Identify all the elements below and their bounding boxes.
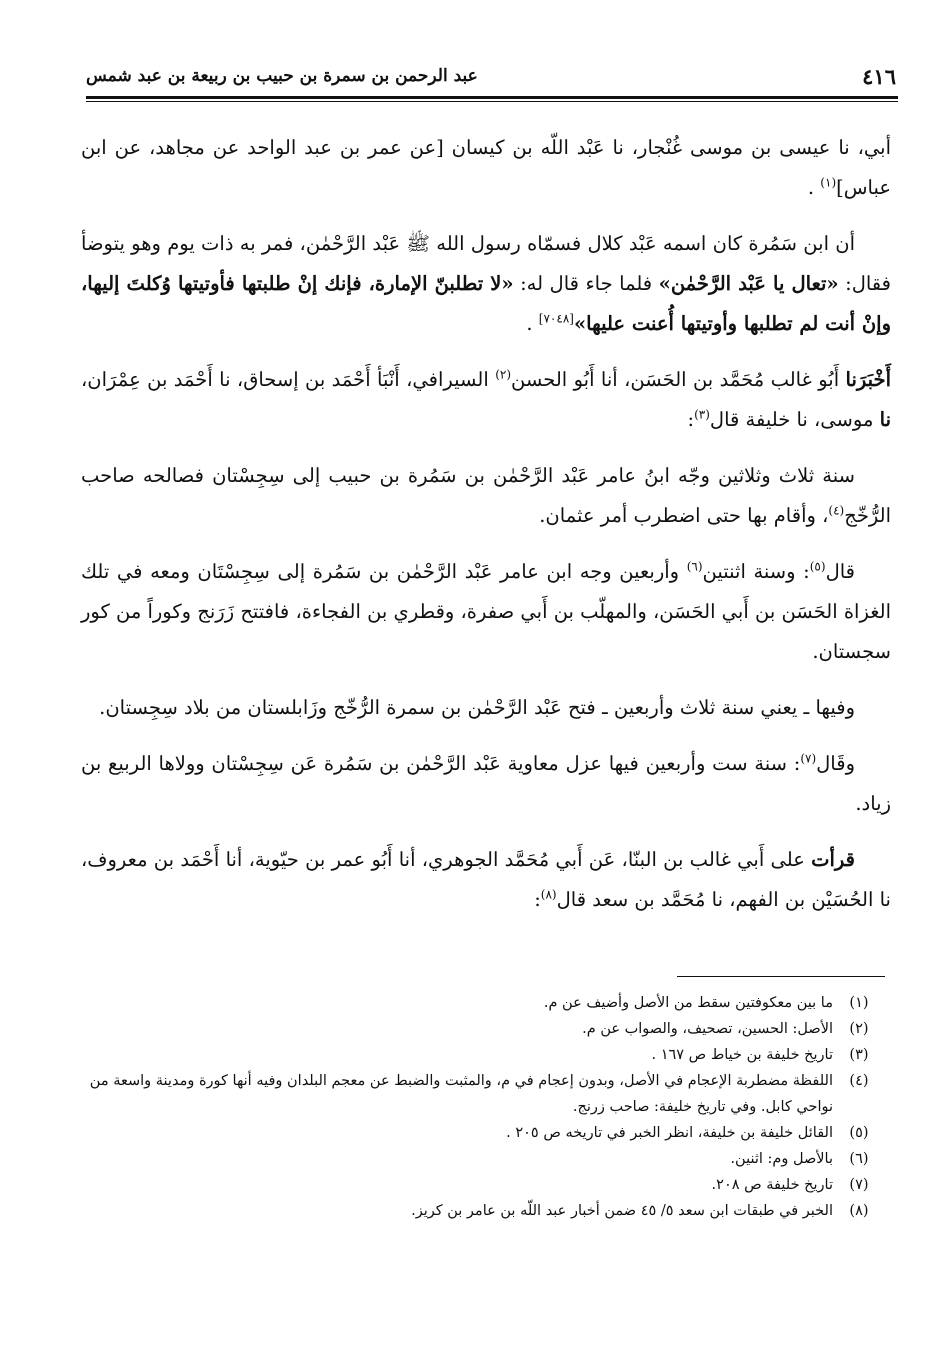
paragraph-5-mid: : وسنة اثنتين [702,560,810,583]
footnote-item [80,1146,885,1172]
page-header [86,64,896,94]
isnad-opening: أَخْبَرَنا [845,368,891,391]
footnote-text: الأصل: الحسين، تصحيف، والصواب عن م. [582,1021,833,1037]
paragraph-1-text: أبي، نا عيسى بن موسى غُنْجار، نا عَبْد اللّه بن كيسان [عن عمر بن عبد الواحد عن مجاهد، عن ابن عباس] [81,136,891,199]
footnote-number: (٢) [849,1021,869,1037]
footnote-number: (٦) [849,1151,869,1167]
header-rule-thick [86,96,898,99]
paragraph-6 [81,688,891,728]
header-rule-thin [86,101,898,102]
page-number: ٤١٦ [862,64,896,89]
paragraph-1-end: . [807,176,821,199]
footnote-ref-7: (٧) [800,751,817,766]
footnote-number: (١) [849,995,869,1011]
main-text [81,128,891,920]
footnote-ref-4: (٤) [828,503,845,518]
footnote-ref-8: (٨) [540,887,557,902]
paragraph-4 [81,456,891,536]
paragraph-2-mid: فلما جاء قال له: [513,272,659,295]
paragraph-7-end: : سنة ست وأربعين فيها عزل معاوية عَبْد الرَّحْمٰن بن سَمُرة عَن سِجِسْتان وولاها الربيع بن زياد. [81,752,891,815]
footnote-text: تاريخ خليفة بن خياط ص ١٦٧ . [651,1047,833,1063]
footnote-separator [677,976,885,977]
paragraph-6-text: وفيها ـ يعني سنة ثلاث وأربعين ـ فتح عَبْد الرَّحْمٰن بن سمرة الرُّخّج وزَابلستان من بلاد سِجِستان. [99,696,855,719]
paragraph-3-mid: السيرافي، أَنْبَأ أَحْمَد بن إسحاق، نا أَحْمَد بن عِمْرَان، [81,368,496,391]
footnote-item [80,1120,885,1146]
paragraph-8-text: على أَبي غالب بن البنّا، عَن أَبي مُحَمَّد الجوهري، أنا أَبُو عمر بن حيّوية، أنا أَحْمَد بن معروف، نا الحُسَيْن بن الفهم، نا مُحَمَّد بن سعد قال [81,848,891,911]
footnote-item [80,1016,885,1042]
paragraph-7-text: وقَال [816,752,855,775]
hadith-number: [٧٠٤٨] [538,311,574,326]
paragraph-2 [81,224,891,344]
quoted-call: «تعال يا عَبْد الرَّحْمٰن» [658,272,839,295]
footnote-item [80,990,885,1016]
paragraph-8-end: : [534,888,541,911]
footnote-text: تاريخ خليفة ص ٢٠٨. [711,1177,833,1193]
paragraph-2-text: أن ابن سَمُرة كان اسمه عَبْد كلال فسمّاه رسول الله ﷺ عَبْد الرَّحْمٰن، فمر به ذات يوم وهو يتوضأ فقال: [81,232,891,295]
paragraph-8 [81,840,891,920]
paragraph-5 [81,552,891,672]
paragraph-5-end: وأربعين وجه ابن عامر عَبْد الرَّحْمٰن بن سَمُرة إلى سِجِسْتَان ومعه في تلك الغزاة الحَسَن بن أَبي الحَسَن، والمهلّب بن أَبي صفرة، وقطري بن الفجاءة، فافتتح زَرَنج وكوراً من كور سجستان. [81,560,891,663]
paragraph-4-text: سنة ثلاث وثلاثين وجّه ابنُ عامر عَبْد الرَّحْمٰن بن سَمُرة بن حبيب إلى سِجِسْتان فصالحه صاحب الرُّخّج [81,464,891,527]
footnotes [80,990,885,1224]
footnote-number: (٨) [849,1203,869,1219]
isnad-na: نا [879,408,891,431]
footnote-ref-6: (٦) [686,559,703,574]
footnote-text: الخبر في طبقات ابن سعد ٥/ ٤٥ ضمن أخبار عبد اللّه بن عامر بن كريز. [411,1203,833,1219]
footnote-ref-5: (٥) [809,559,826,574]
running-title: عبد الرحمن بن سمرة بن حبيب بن ربيعة بن عبد شمس [86,66,478,86]
footnote-number: (٣) [849,1047,869,1063]
footnote-item [80,1198,885,1224]
paragraph-2-end: . [526,312,539,335]
footnote-text: بالأصل وم: اثنين. [730,1151,833,1167]
footnote-number: (٤) [849,1073,869,1089]
footnote-ref-2: (٢) [495,367,512,382]
footnote-text: ما بين معكوفتين سقط من الأصل وأضيف عن م. [543,995,833,1011]
paragraph-3-end: : [687,408,695,431]
paragraph-3-mid2: موسى، نا خليفة قال [709,408,880,431]
paragraph-3-text: أَبُو غالب مُحَمَّد بن الحَسَن، أنا أَبُو الحسن [511,368,846,391]
footnote-item [80,1042,885,1068]
paragraph-3 [81,360,891,440]
isnad-qara-tu: قرأت [811,848,855,871]
footnote-ref-1: (١) [820,175,837,190]
footnote-number: (٧) [849,1177,869,1193]
paragraph-7 [81,744,891,824]
footnote-number: (٥) [849,1125,869,1141]
paragraph-1 [81,128,891,208]
footnote-item [80,1172,885,1198]
hadith-text: «لا تطلبنّ الإمارة، فإنك إنْ طلبتها فأوتيتها وُكلتَ إليها، وإنْ أنت لم تطلبها وأوتيتها أُعنت عليها» [81,272,891,335]
paragraph-5-text: قال [825,560,855,583]
footnote-item [80,1068,885,1120]
paragraph-4-end: ، وأقام بها حتى اضطرب أمر عثمان. [539,504,829,527]
footnote-text: القائل خليفة بن خليفة، انظر الخبر في تاريخه ص ٢٠٥ . [506,1125,833,1141]
footnote-text: اللفظة مضطربة الإعجام في الأصل، وبدون إعجام في م، والمثبت والضبط عن معجم البلدان وفيه أنها كورة ومدينة واسعة من نواحي كابل. وفي تاريخ خليفة: صاحب زرنج. [89,1073,833,1115]
footnote-ref-3: (٣) [694,407,710,422]
